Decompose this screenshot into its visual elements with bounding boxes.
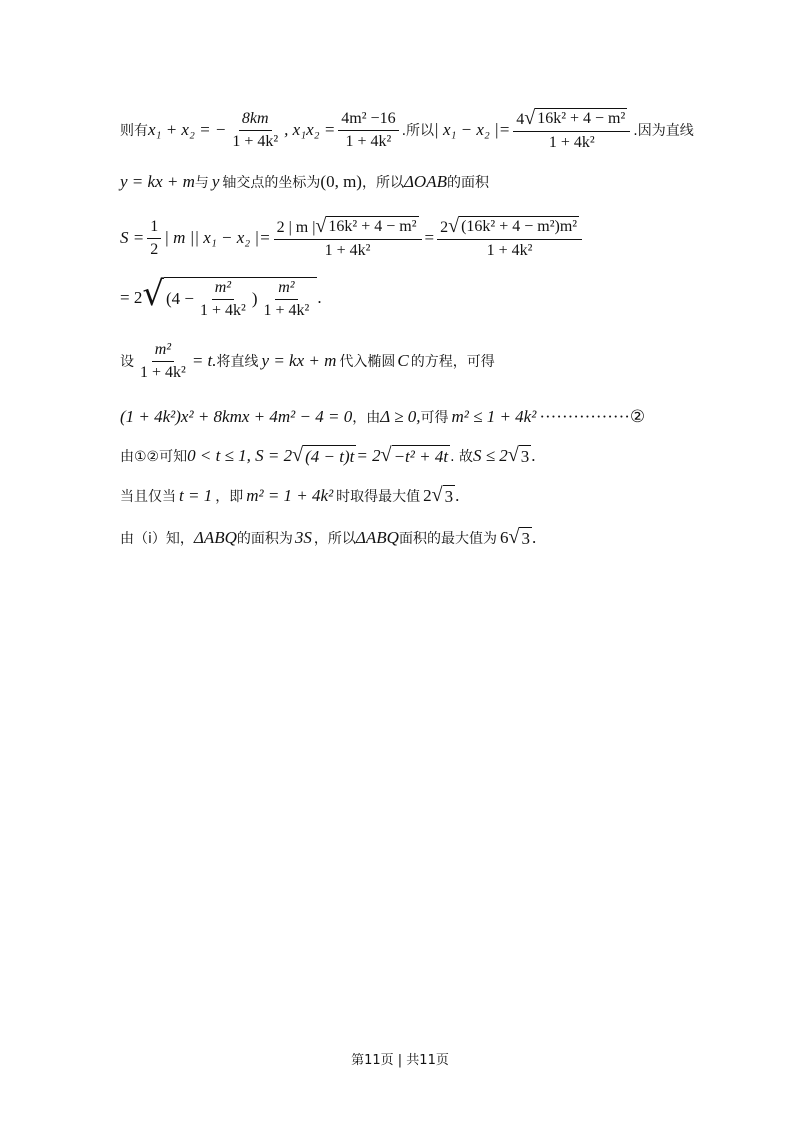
math-expression: m² ≤ 1 + 4k² (451, 407, 537, 426)
fraction-numerator: m² (275, 279, 297, 300)
math-expression: Δ ≥ 0, (380, 407, 421, 426)
radical-sign-icon: √ (431, 484, 443, 506)
math-expression: . (531, 446, 536, 465)
math-expression: S = (120, 228, 145, 247)
text-segment: 的方程，可得 (410, 354, 495, 370)
text-segment: . 故 (450, 449, 473, 465)
radical-sign-icon: √ (508, 526, 520, 548)
fraction (338, 110, 398, 151)
fraction-numerator (437, 216, 582, 240)
fraction (261, 279, 313, 320)
solution-line-5 (120, 336, 760, 386)
fraction-numerator: 8km (239, 110, 272, 131)
math-expression: (1 + 4k²)x² + 8kmx + 4m² − 4 = 0 (120, 407, 353, 426)
coefficient: 4 (516, 111, 525, 128)
radicand: (4 − t)t (305, 447, 355, 466)
text-segment: ，即 (215, 489, 244, 505)
solution-line-3 (120, 212, 760, 264)
text-segment: 与 (194, 175, 209, 191)
fraction-numerator: m² (212, 279, 234, 300)
fraction-numerator (513, 108, 630, 132)
text-segment: 当且仅当 (120, 489, 176, 505)
radical-sign-icon: √ (292, 444, 304, 466)
fraction (513, 108, 630, 152)
text-segment: .所以 (401, 123, 435, 139)
fraction-denominator: 1 + 4k² (263, 301, 310, 319)
page-footer: 第11页 | 共11页 (351, 1053, 449, 1068)
text-segment: 由①②可知 (120, 449, 188, 465)
fraction (437, 216, 582, 260)
fraction-numerator: 1 (147, 218, 161, 239)
fraction-numerator: m² (152, 341, 174, 362)
math-expression: (0, m) (320, 172, 362, 191)
solution-line-2 (120, 170, 760, 194)
math-expression: 2 (423, 486, 432, 505)
radicand: (16k² + 4 − m²)m² (461, 218, 578, 235)
math-expression: ΔOAB (403, 172, 447, 191)
math-expression: (4 − (166, 289, 195, 308)
solution-line-8 (120, 482, 760, 510)
math-expression: y (211, 172, 220, 191)
radical-sign-icon: √ (448, 215, 460, 237)
fraction-numerator: 4m² −16 (338, 110, 398, 131)
math-expression: 0 < t ≤ 1, S = 2 (187, 446, 293, 465)
solution-line-4 (120, 272, 760, 324)
radicand: 3 (520, 447, 530, 466)
math-expression: ΔABQ (355, 528, 399, 547)
text-segment: 面积的最大值为 (398, 531, 497, 547)
text-segment: 由（i）知， (120, 531, 194, 547)
fraction-denominator: 1 + 4k² (345, 132, 392, 150)
radical-sign-icon: √ (524, 107, 536, 129)
text-segment: 的面积为 (236, 531, 293, 547)
text-segment: 则有 (120, 123, 148, 139)
square-root (432, 485, 455, 507)
math-expression: S ≤ 2 (472, 446, 508, 465)
fraction-denominator: 2 (150, 240, 159, 258)
math-expression: | x₁ − x₂ |= (434, 120, 511, 139)
radicand: 3 (521, 529, 530, 548)
radical-sign-icon: √ (142, 273, 165, 314)
fraction-denominator: 1 + 4k² (232, 132, 279, 150)
solution-line-1 (120, 104, 760, 156)
fraction-denominator: 1 + 4k² (140, 363, 186, 381)
math-expression: ) (251, 289, 258, 308)
text-segment: 的面积 (446, 175, 489, 191)
fraction (274, 216, 422, 260)
fraction (197, 279, 249, 320)
fraction-denominator: 1 + 4k² (548, 134, 595, 151)
text-segment: .因为直线 (633, 123, 694, 139)
square-root (381, 445, 450, 467)
math-expression: C (397, 351, 409, 370)
fraction (229, 110, 281, 151)
solution-line-7 (120, 442, 760, 470)
radicand: 3 (444, 487, 454, 506)
square-root (508, 527, 531, 549)
math-expression: . (317, 288, 322, 307)
radical-sign-icon: √ (315, 215, 327, 237)
square-root (292, 445, 356, 467)
text-segment: 轴交点的坐标为 (222, 175, 321, 191)
text-segment: 将直线 (216, 354, 259, 370)
math-expression: = t. (191, 351, 217, 370)
dotted-leader: ················② (539, 407, 646, 426)
radicand: −t² + 4t (393, 447, 449, 466)
fraction-denominator: 1 + 4k² (200, 301, 246, 319)
square-root (448, 216, 579, 236)
math-expression: x₁ + x₂ = − (148, 120, 227, 139)
fraction (137, 341, 189, 382)
radical-sign-icon: √ (380, 444, 392, 466)
fraction-denominator: 1 + 4k² (324, 242, 371, 259)
square-root (524, 108, 627, 128)
text-segment: ，所以 (361, 175, 404, 191)
text-segment: 可得 (420, 410, 449, 426)
radicand (164, 277, 317, 320)
fraction-numerator (274, 216, 422, 240)
coefficient: 2 | m | (276, 219, 316, 236)
math-expression: , x₁x₂ = (284, 120, 336, 139)
square-root (142, 273, 317, 320)
math-expression: 3S (294, 528, 312, 547)
text-segment: ，由 (352, 410, 381, 426)
math-expression: = 2 (356, 446, 381, 465)
math-expression: 6 (499, 528, 509, 547)
math-expression: . (531, 528, 537, 547)
text-segment: 设 (120, 354, 134, 370)
text-segment: 时取得最大值 (336, 489, 421, 505)
radical-sign-icon: √ (507, 444, 519, 466)
solution-line-9 (120, 524, 760, 552)
math-expression: = (424, 228, 435, 247)
fraction-denominator: 1 + 4k² (486, 242, 533, 259)
square-root (315, 216, 418, 236)
math-expression: t = 1 (179, 486, 213, 505)
math-expression: ΔABQ (193, 528, 237, 547)
text-segment: ，所以 (313, 531, 356, 547)
coefficient: 2 (440, 219, 449, 236)
radicand: 16k² + 4 − m² (537, 110, 626, 127)
math-expression: = 2 (120, 288, 143, 307)
math-expression: | m || x₁ − x₂ |= (164, 228, 271, 247)
math-expression: . (455, 486, 460, 505)
math-expression: m² = 1 + 4k² (246, 486, 334, 505)
fraction (147, 218, 161, 259)
square-root (508, 445, 531, 467)
math-expression: y = kx + m (120, 172, 195, 191)
text-segment: 代入椭圆 (339, 354, 396, 370)
math-expression: y = kx + m (261, 351, 337, 370)
solution-line-6 (120, 404, 760, 430)
radicand: 16k² + 4 − m² (328, 218, 417, 235)
